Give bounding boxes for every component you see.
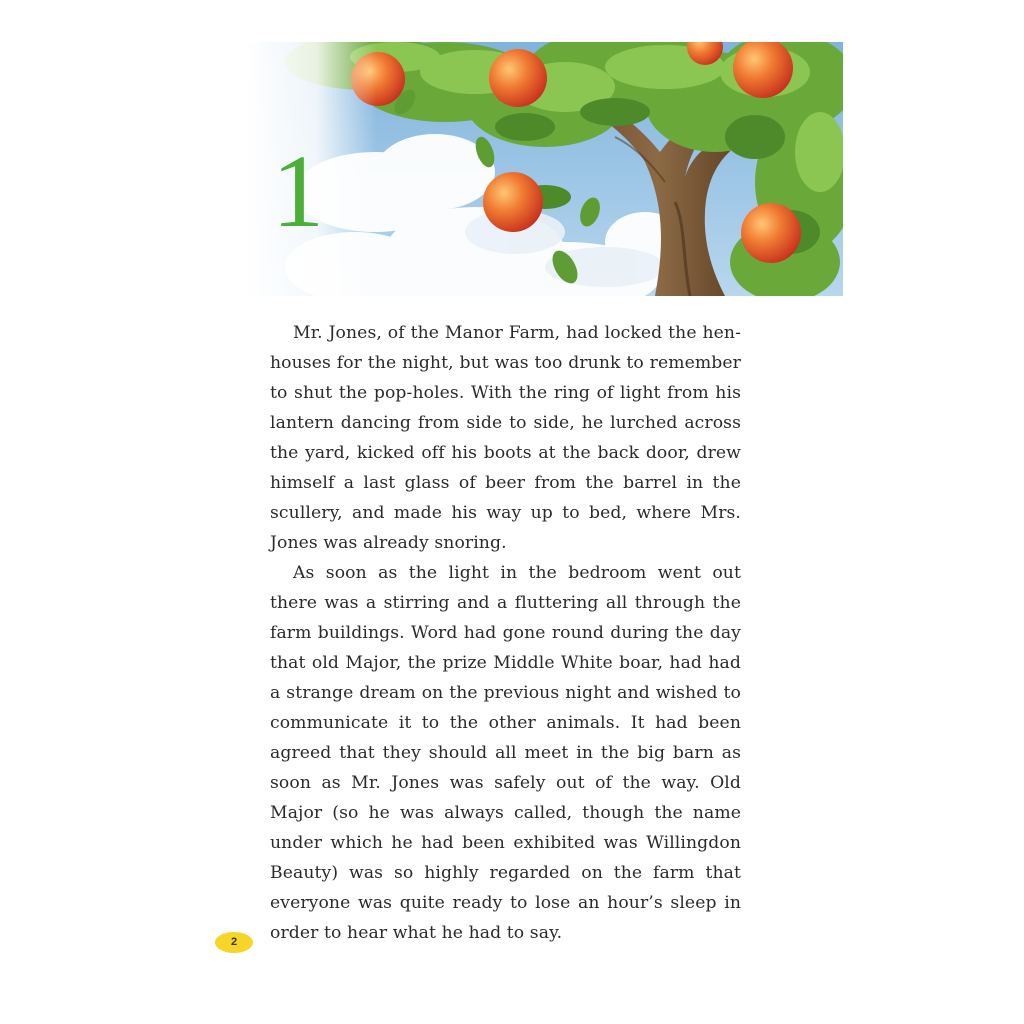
page-number-badge: 2 bbox=[215, 932, 253, 953]
paragraph: As soon as the light in the bedroom went out there was a stirring and a fluttering all through the farm buildings. Word had gone round during the day that old Major, the prize Middle White boar, had had a strange dream on the previous night and wished to communicate it to the other animals. It had been agreed that they should all meet in the big barn as soon as Mr. Jones was safely out of the way. Old Major (so he was always called, though the name under which he had been exhibited was Willingdon Beauty) was so highly regarded on the farm that everyone was quite ready to lose an hour’s sleep in order to hear what he had to say. bbox=[270, 563, 741, 943]
chapter-body bbox=[270, 318, 741, 948]
apple-tree-illustration bbox=[245, 42, 843, 296]
paragraph: Mr. Jones, of the Manor Farm, had locked the hen-houses for the night, but was too drunk to remember to shut the pop-holes. With the ring of light from his lantern dancing from side to side, he lurched across the yard, kicked off his boots at the back door, drew himself a last glass of beer from the barrel in the scullery, and made his way up to bed, where Mrs. Jones was already snoring. bbox=[270, 323, 741, 553]
chapter-number: 1 bbox=[272, 134, 324, 249]
